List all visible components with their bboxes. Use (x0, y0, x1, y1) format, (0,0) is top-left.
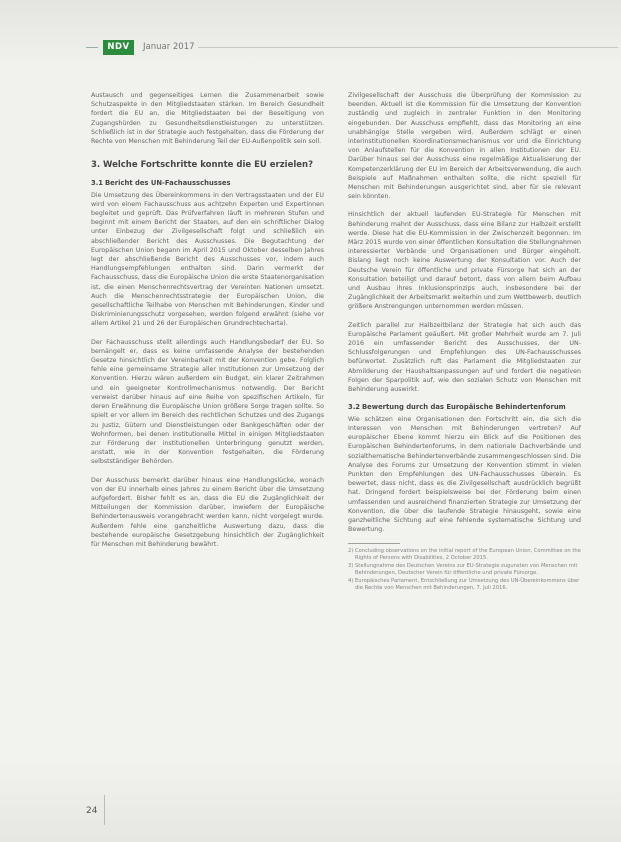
paragraph: Wie schätzen eine Organisationen den Fortschritt ein, die sich die Interessen von Menschen mit Behinderungen vertreten? Auf europäischer Ebene kommt hierzu ein Blick auf die Positionen des Europäischen Behindertenforums, in dem nationale Dachverbände und sozialthematische Behindertenverbände zusammengeschlossen sind. Die Analyse des Forums zur Umsetzung der Konvention stimmt in vielen Punkten den Empfehlungen des UN-Fachausschusses überein. Es bewertet, dass nicht, dass es die Zivilgesellschaft ausdrücklich begrüßt hat. Dringend fordert beispielsweise bei der Förderung beim einen umfassenden und ausreichend finanzierten Strategie zur Umsetzung der Konvention, die über die laufende Strategie hinausgeht, sowie eine ganzheitliche Sichtung auf eine fehlende systematische Sichtung und Bewertung. (348, 415, 581, 534)
paragraph: Zeitlich parallel zur Halbzeitbilanz der Strategie hat sich auch das Europäische Parlament geäußert. Mit großer Mehrheit wurde am 7. Juli 2016 ein umfassender Bericht des Ausschusses, der UN-Schlussfolgerungen und Empfehlungen des UN-Fachausschusses befürwortet. Zusätzlich ruft das Parlament die Mitgliedstaaten zur Abmilderung der Haushaltsanpassungen auf und fordert die negativen Folgen der Sparpolitik auf, wie den sozialen Schutz von Menschen mit Behinderung auswirkt. (348, 321, 581, 394)
section-3-heading (91, 160, 324, 171)
page-number-rule (104, 795, 105, 825)
footnote-text: Concluding observations on the initial report of the European Union, Committee on the Rights of Persons with Disabilities, 2 October 2015. (355, 548, 581, 562)
section-3-2-number: 3.2 (348, 403, 361, 412)
section-3-1-number: 3.1 (91, 179, 104, 188)
paragraph: Die Umsetzung des Übereinkommens in den Vertragsstaaten und der EU wird von einem Fachausschuss aus achtzehn Experten und Expertinnen begleitet und geprüft. Das Prüfverfahren läuft in mehreren Stufen und beginnt mit einem Bericht der Staaten, auf den ein schriftlicher Dialog unter Einbezug der Zivilgesellschaft folgt und schließlich ein abschließender Bericht des Ausschusses. Die Begutachtung der Europäischen Union begann im April 2015 und Oktober desselben Jahres legt der abschließende Bericht des Ausschusses vor, indem auch Handlungsempfehlungen enthalten sind. Darin vermerkt der Fachausschuss, dass die Europäische Union die erste Staatenorganisation ist, die einen Menschenrechtsvertrag der Vereinten Nationen umsetzt. Auch die Menschenrechtsstrategie der Europäischen Union, die gesellschaftliche Teilhabe von Menschen mit Behinderungen, Kinder und Diskriminierungsschutz vorgesehen, werden folgend erwähnt (siehe vor allem Artikel 21 und 26 der Europäischen Grundrechtecharta). (91, 191, 324, 328)
section-3-2-heading (348, 403, 581, 412)
section-3-2-title: Bewertung durch das Europäische Behindertenforum (362, 403, 566, 412)
paragraph: Hinsichtlich der aktuell laufenden EU-Strategie für Menschen mit Behinderung mahnt der Ausschuss, dass eine Bilanz zur Halbzeit erstellt werde. Diese hat die EU-Kommission in der Zwischenzeit begonnen. Im März 2015 wurde von einer öffentlichen Konsultation die Stellungnahmen interessierter Verbände und Organisationen und Bürger eingeholt. Bislang liegt noch keine Auswertung der Konsultation vor. Auch der Deutsche Verein für öffentliche und private Fürsorge hat sich an der Konsultation beteiligt und darauf betont, dass von allem beim Aufbau und Ausbau ihres Inklusionsprinzips auch, insbesondere bei der Zugänglichkeit der Arbeitsmarkt weiterhin und zum Wettbewerb, deutlich größere Anstrengungen unternommen werden müssen. (348, 211, 581, 311)
footnote-number: 2) (348, 548, 354, 555)
section-3-1-heading (91, 179, 324, 188)
paragraph: Zivilgesellschaft der Ausschuss die Überprüfung der Kommission zu beenden. Aktuell ist die Kommission für die Umsetzung der Konvention zuständig und zugleich in zentraler Funktion in den Monitoring eingebunden. Der Ausschuss empfiehlt, dass das Monitoring an eine unabhängige Stelle vergeben wird. Außerdem schlägt er einen interinstitutionellen Koordinationsmechanismus vor und die Einrichtung von Anlaufstellen für die Konvention in allen Institutionen der EU. Darüber hinaus sei der Ausschuss eine regelmäßige Aktualisierung der Kompetenzerklärung der EU im Bereich der Arbeitsverwendung, die auch Beispiele auf Maßnahmen enthalten sollte, die nicht speziell für Menschen mit Behinderungen ausgerichtet sind, aber für sie relevant sein könnten. (348, 92, 581, 201)
footnote-number: 3) (348, 563, 354, 570)
right-column (348, 91, 581, 593)
header-rule-left (86, 47, 98, 48)
footnote-number: 4) (348, 578, 354, 585)
issue-date: Januar 2017 (143, 42, 195, 52)
paragraph: Der Ausschuss bemerkt darüber hinaus eine Handlungslücke, wonach von der EU innerhalb eines Jahres zu einem Bericht über die Umsetzung aufgefordert. Bisher fehlt es an, dass die EU die Zugänglichkeit der Mitteilungen der Kommission darüber, inwiefern der Europäische Behindertenausweis vorangebracht werden kann, nicht vorgelegt wurde. Außerdem fehle eine ganzheitliche Auswertung dazu, dass die bestehende europäische Gesetzgebung hinsichtlich der Zugänglichkeit für Menschen mit Behinderung bewährt. (91, 476, 324, 548)
footnote-divider (348, 543, 400, 544)
section-3-number: 3. (91, 160, 101, 171)
page-number: 24 (86, 806, 98, 816)
footnote (348, 563, 581, 577)
section-3-title: Welche Fortschritte konnte die EU erzielen? (103, 160, 314, 171)
footnote (348, 578, 581, 592)
footnote (348, 548, 581, 562)
paragraph: Der Fachausschuss stellt allerdings auch Handlungsbedarf der EU. So bemängelt er, dass es keine umfassende Analyse der bestehenden Gesetze hinsichtlich der Vereinbarkeit mit der Konvention gebe. Folglich fehle eine gemeinsame Strategie aller Institutionen zur Umsetzung der Konvention. Hierzu wären außerdem ein Budget, ein klarer Zeitrahmen und ein geeigneter Kontrollmechanismus notwendig. Der Bericht verweist darüber hinaus auf eine Reihe von spezifischen Artikeln, für deren Erwähnung die Europäische Union größere Sorge tragen sollte. So spielt er vor allem im Bereich des rechtlichen Schutzes und des Zugangs zu Justiz, Gütern und Dienstleistungen oder Bankgeschäften oder der Wohnformen, bei denen institutionelle Mittel in einigen Mitgliedstaaten zur Förderung der institutionellen Unterbringung genutzt werden, anstatt, wie in der Konvention festgehalten, die Förderung selbstständiger Behörden. (91, 338, 324, 466)
footnote-text: Stellungnahme des Deutschen Vereins zur EU-Strategie zugunsten von Menschen mit Behinderungen, Deutscher Verein für öffentliche und private Fürsorge. (355, 563, 578, 577)
left-column (91, 91, 324, 558)
page-header (86, 40, 586, 56)
section-3-1-title: Bericht des UN-Fachausschusses (105, 179, 231, 188)
intro-paragraph: Austausch und gegenseitiges Lernen die Zusammenarbeit sowie Schutzaspekte in den Mitgliedstaaten stärken. Im Bereich Gesundheit fordert die EU an, die Mitgliedstaaten bei der Beseitigung von Zugangshürden zu Gesundheitsdienstleistungen zu unterstützen. Schließlich ist in der Strategie auch festgehalten, dass die Förderung der Rechte von Menschen mit Behinderung Teil der EU-Außenpolitik sein soll. (91, 92, 324, 146)
footnote-text: Europäisches Parlament, Entschließung zur Umsetzung des UN-Übereinkommens über die Rechte von Menschen mit Behinderungen, 7. Juli 2016. (355, 578, 580, 592)
header-rule-right (198, 47, 618, 48)
ndv-logo: NDV (103, 40, 134, 55)
